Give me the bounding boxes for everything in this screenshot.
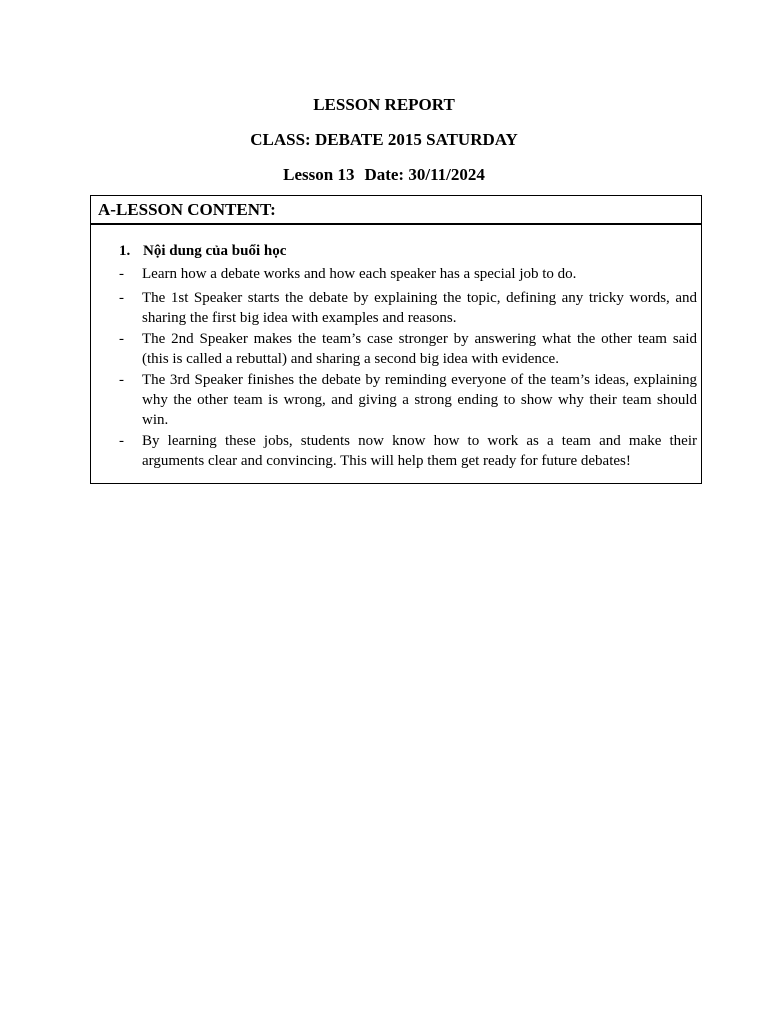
- lesson-number: Lesson 13: [283, 165, 355, 184]
- section-heading-a: A-LESSON CONTENT:: [91, 196, 701, 225]
- item-title: Nội dung của buổi học: [143, 243, 287, 259]
- list-item: [119, 288, 697, 328]
- dash-marker: -: [119, 433, 124, 449]
- list-item: [119, 329, 697, 369]
- lesson-date: Date: 30/11/2024: [364, 165, 485, 184]
- list-item: [119, 431, 697, 471]
- item-number: 1.: [119, 243, 131, 259]
- list-item-text: Learn how a debate works and how each speaker has a special job to do.: [142, 266, 577, 282]
- dash-marker: -: [119, 266, 124, 282]
- list-item: [119, 264, 697, 284]
- dash-marker: -: [119, 290, 124, 306]
- list-item: [119, 370, 697, 430]
- content-item-heading: [119, 242, 286, 260]
- lesson-content-table: [90, 195, 702, 484]
- lesson-info: [0, 165, 768, 185]
- dash-marker: -: [119, 331, 124, 347]
- list-item-text: The 1st Speaker starts the debate by explaining the topic, defining any tricky words, and sharing the first big idea with examples and reasons.: [142, 290, 697, 326]
- report-title: LESSON REPORT: [313, 95, 455, 114]
- class-name: CLASS: DEBATE 2015 SATURDAY: [250, 130, 518, 149]
- list-item-text: By learning these jobs, students now know how to work as a team and make their arguments clear and convincing. This will help them get ready for future debates!: [142, 433, 697, 469]
- list-item-text: The 3rd Speaker finishes the debate by reminding everyone of the team’s ideas, explaining why the other team is wrong, and giving a strong ending to show why their team should win.: [142, 372, 697, 428]
- list-item-text: The 2nd Speaker makes the team’s case stronger by answering what the other team said (this is called a rebuttal) and sharing a second big idea with evidence.: [142, 331, 697, 367]
- dash-marker: -: [119, 372, 124, 388]
